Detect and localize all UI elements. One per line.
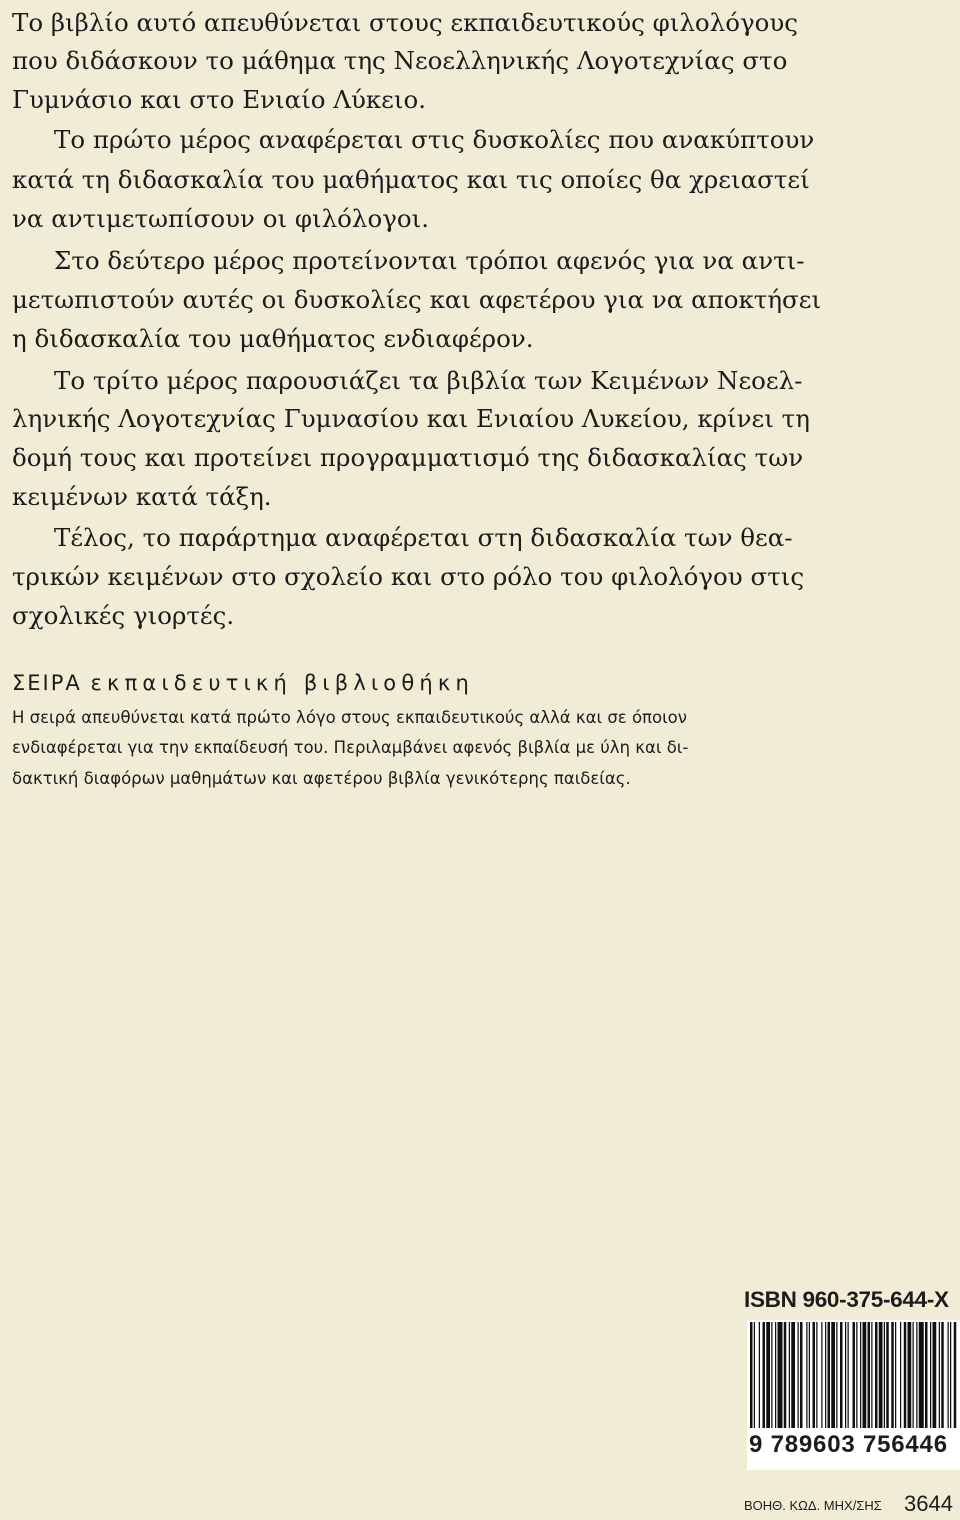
- series-name: εκπαιδευτική βιβλιοθήκη: [90, 671, 474, 695]
- barcode-bar: [791, 1322, 795, 1440]
- code-number: 3644: [904, 1491, 953, 1516]
- blurb-line: ληνικής Λογοτεχνίας Γυμνασίου και Ενιαίου Λυκείου, κρίνει τη: [12, 404, 810, 433]
- barcode-bar: [954, 1322, 957, 1440]
- barcode-bar: [754, 1322, 755, 1440]
- barcode-bar: [900, 1322, 901, 1440]
- barcode-bar: [925, 1322, 928, 1440]
- barcode-bar: [798, 1322, 799, 1440]
- series-title: [12, 671, 474, 695]
- series-label: ΣΕΙΡΑ: [12, 671, 82, 695]
- barcode-bar: [908, 1322, 912, 1440]
- blurb-line: Στο δεύτερο μέρος προτείνονται τρόποι αφενός για να αντι-: [54, 246, 805, 275]
- barcode-bar: [828, 1322, 831, 1440]
- barcode-bar: [750, 1322, 753, 1440]
- barcode-bar: [868, 1322, 871, 1440]
- blurb-line: να αντιμετωπίσουν οι φιλόλογοι.: [12, 204, 429, 233]
- barcode-bar: [813, 1322, 816, 1440]
- blurb-line: Γυμνάσιο και στο Ενιαίο Λύκειο.: [12, 85, 426, 114]
- barcode-bar: [806, 1322, 807, 1440]
- blurb-line: κατά τη διδασκαλία του μαθήματος και τις οποίες θα χρειαστεί: [12, 165, 810, 194]
- barcode-bar: [863, 1322, 867, 1440]
- barcode-bar: [939, 1322, 940, 1440]
- barcode-number: 9 789603 756446: [747, 1428, 960, 1462]
- barcode-bar: [825, 1322, 826, 1440]
- series-description-line: ενδιαφέρεται για την εκπαίδευσή του. Περιλαμβάνει αφενός βιβλία με ύλη και δι-: [12, 738, 689, 757]
- barcode-bar: [763, 1322, 766, 1440]
- barcode-bar: [821, 1322, 822, 1440]
- blurb-line: η διδασκαλία του μαθήματος ενδιαφέρον.: [12, 324, 534, 353]
- blurb-line: Τέλος, το παράρτημα αναφέρεται στη διδασκαλία των θεα-: [54, 523, 793, 552]
- barcode-bar: [831, 1322, 835, 1440]
- barcode-bar: [809, 1322, 810, 1440]
- blurb-line: τρικών κειμένων στο σχολείο και στο ρόλο του φιλολόγου στις: [12, 562, 805, 591]
- blurb-line: δομή τους και προτείνει προγραμματισμό της διδασκαλίας των: [12, 443, 804, 472]
- barcode-bar: [879, 1322, 883, 1440]
- blurb-line: Το τρίτο μέρος παρουσιάζει τα βιβλία των Κειμένων Νεοελ-: [54, 366, 803, 395]
- barcode-bar: [789, 1322, 790, 1440]
- barcode-bar: [886, 1322, 889, 1440]
- barcode-bar: [766, 1322, 770, 1440]
- barcode-bar: [800, 1322, 803, 1440]
- barcode-bar: [875, 1322, 878, 1440]
- barcode-bar: [933, 1322, 937, 1440]
- blurb-line: που διδάσκουν το μάθημα της Νεοελληνικής Λογοτεχνίας στο: [12, 46, 788, 75]
- barcode-bar: [919, 1322, 924, 1440]
- isbn-label: ISBN 960-375-644-X: [744, 1287, 949, 1312]
- blurb-line: Το βιβλίο αυτό απευθύνεται στους εκπαιδευτικούς φιλολόγους: [12, 8, 798, 37]
- barcode-bar: [950, 1322, 951, 1440]
- barcode: [747, 1320, 960, 1470]
- barcode-bar: [784, 1322, 787, 1440]
- barcode-bar: [759, 1322, 760, 1440]
- barcode-bar: [845, 1322, 846, 1440]
- barcode-bar: [948, 1322, 949, 1440]
- barcode-bar: [853, 1322, 856, 1440]
- barcode-bar: [895, 1322, 896, 1440]
- barcode-bar: [941, 1322, 944, 1440]
- barcode-bar: [891, 1322, 894, 1440]
- barcode-bar: [840, 1322, 843, 1440]
- blurb-line: σχολικές γιορτές.: [12, 601, 235, 630]
- barcode-bar: [860, 1322, 861, 1440]
- blurb-line: κειμένων κατά τάξη.: [12, 482, 272, 511]
- barcode-bar: [904, 1322, 907, 1440]
- code-label: ΒΟΗΘ. ΚΩΔ. ΜΗΧ/ΣΗΣ: [744, 1498, 882, 1513]
- barcode-bar: [884, 1322, 885, 1440]
- barcode-bar: [913, 1322, 914, 1440]
- barcode-bar: [816, 1322, 817, 1440]
- barcode-bar: [871, 1322, 872, 1440]
- series-description-line: δακτική διαφόρων μαθημάτων και αφετέρου βιβλία γενικότερης παιδείας.: [12, 769, 631, 788]
- barcode-bar: [916, 1322, 917, 1440]
- barcode-bar: [836, 1322, 837, 1440]
- blurb-line: μετωπιστούν αυτές οι δυσκολίες και αφετέρου για να αποκτήσει: [12, 285, 822, 314]
- series-description-line: Η σειρά απευθύνεται κατά πρώτο λόγο στους εκπαιδευτικούς αλλά και σε όποιον: [12, 708, 687, 727]
- barcode-bar: [856, 1322, 857, 1440]
- barcode-bar: [775, 1322, 776, 1440]
- barcode-bar: [778, 1322, 783, 1440]
- blurb-line: Το πρώτο μέρος αναφέρεται στις δυσκολίες που ανακύπτουν: [54, 125, 815, 154]
- barcode-bar: [930, 1322, 931, 1440]
- barcode-bar: [771, 1322, 772, 1440]
- barcode-bar: [848, 1322, 849, 1440]
